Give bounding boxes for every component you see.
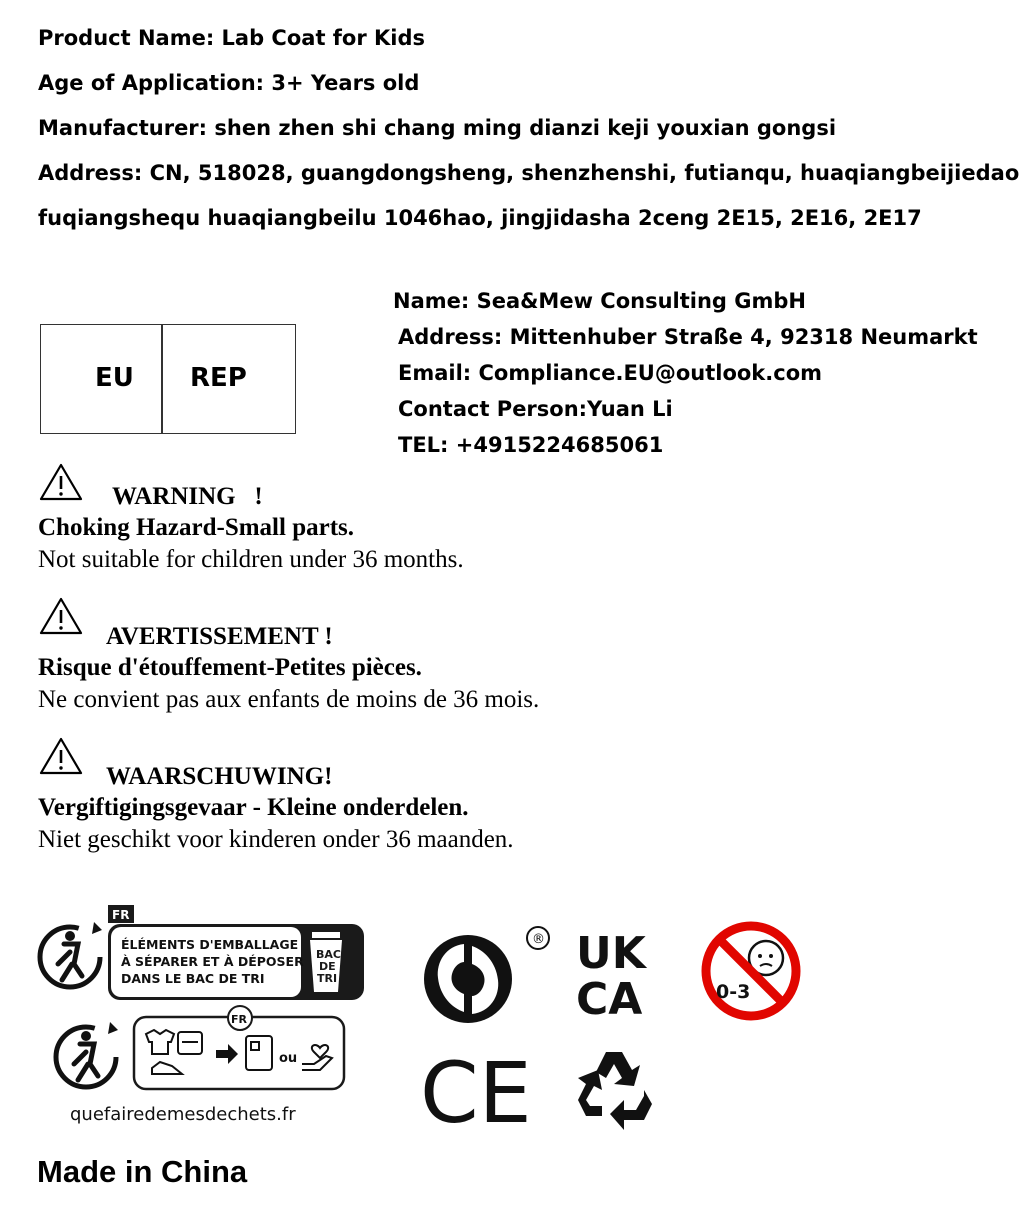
- ce-mark-icon: [420, 1044, 532, 1142]
- warning-triangle-icon: [38, 462, 84, 502]
- eu-rep-tel: TEL: +4915224685061: [398, 433, 664, 457]
- ukca-mark-icon: [576, 928, 664, 1025]
- triman-line3: DANS LE BAC DE TRI: [121, 971, 265, 986]
- recycling-bin-icon: [310, 932, 342, 992]
- fr-tag-2: FR: [231, 1013, 247, 1026]
- eu-rep-contact: Contact Person:Yuan Li: [398, 397, 673, 421]
- eu-rep-label-rep: REP: [190, 363, 247, 393]
- warning-text-fr: Ne convient pas aux enfants de moins de 36 mois.: [38, 686, 540, 713]
- warning-triangle-icon: [38, 596, 84, 636]
- eu-rep-address: Address: Mittenhuber Straße 4, 92318 Neumarkt: [398, 325, 978, 349]
- not-for-under-3-icon: [700, 920, 802, 1022]
- triman-icon: [56, 1022, 118, 1087]
- manufacturer-address-line1: Address: CN, 518028, guangdongsheng, shenzhenshi, futianqu, huaqiangbeijiedao: [38, 161, 1019, 185]
- ukca-top: UK: [576, 928, 646, 979]
- warning-text-en: Not suitable for children under 36 months.: [38, 546, 464, 573]
- eu-rep-name: Name: Sea&Mew Consulting GmbH: [393, 289, 806, 313]
- eu-rep-email: Email: Compliance.EU@outlook.com: [398, 361, 823, 385]
- registered-mark: ®: [532, 932, 545, 947]
- warning-text-nl: Niet geschikt voor kinderen onder 36 maanden.: [38, 826, 514, 853]
- website-label: quefairedemesdechets.fr: [70, 1104, 296, 1125]
- bac-label-3: TRI: [317, 972, 338, 985]
- green-dot-icon: [412, 924, 552, 1034]
- warning-hazard-fr: Risque d'étouffement-Petites pièces.: [38, 654, 422, 681]
- triman-line2: À SÉPARER ET À DÉPOSER: [121, 954, 304, 969]
- ce-label: CE: [420, 1044, 532, 1142]
- ukca-bottom: CA: [576, 974, 643, 1025]
- warning-hazard-en: Choking Hazard-Small parts.: [38, 514, 355, 541]
- warning-title-nl: WAARSCHUWING!: [106, 763, 333, 790]
- manufacturer: Manufacturer: shen zhen shi chang ming dianzi keji youxian gongsi: [38, 116, 837, 140]
- triman-info-tri-logo: [34, 902, 374, 1132]
- warning-hazard-nl: Vergiftigingsgevaar - Kleine onderdelen.: [38, 794, 469, 821]
- clothing-shoes-icon: [146, 1030, 202, 1074]
- triman-line1: ÉLÉMENTS D'EMBALLAGE: [121, 937, 299, 952]
- hand-heart-icon: [302, 1045, 332, 1070]
- warning-title-en: WARNING !: [112, 483, 263, 510]
- ou-label: ou: [279, 1051, 298, 1066]
- manufacturer-address-line2: fuqiangshequ huaqiangbeilu 1046hao, jingjidasha 2ceng 2E15, 2E16, 2E17: [38, 206, 922, 230]
- container-icon: [246, 1036, 272, 1070]
- bac-label-1: BAC: [316, 948, 341, 961]
- age-warning-label: 0-3: [716, 981, 751, 1003]
- recycle-icon: [570, 1044, 660, 1134]
- warning-triangle-icon: [38, 736, 84, 776]
- warning-title-fr: AVERTISSEMENT !: [106, 623, 333, 650]
- arrow-right-icon: [216, 1044, 238, 1064]
- eu-rep-divider: [161, 325, 163, 433]
- eu-rep-box: [40, 324, 296, 434]
- age-of-application: Age of Application: 3+ Years old: [38, 71, 420, 95]
- bac-label-2: DE: [319, 960, 336, 973]
- eu-rep-label-eu: EU: [95, 363, 134, 393]
- made-in-label: Made in China: [37, 1154, 248, 1189]
- product-name: Product Name: Lab Coat for Kids: [38, 26, 426, 50]
- triman-icon: [40, 922, 102, 987]
- fr-tag: FR: [112, 908, 130, 922]
